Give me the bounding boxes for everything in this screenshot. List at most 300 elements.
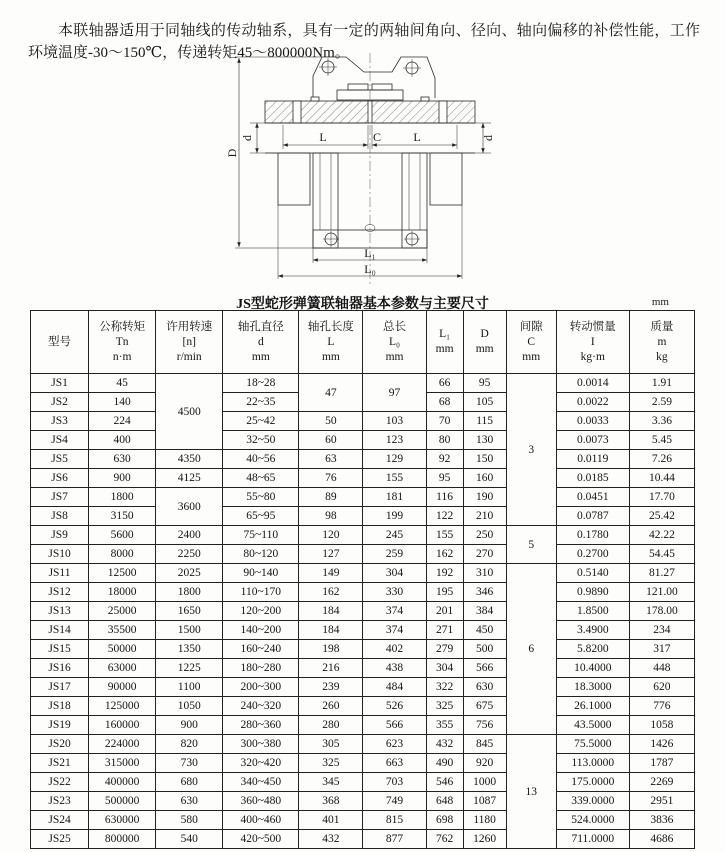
dim-label-L-left: L <box>319 130 327 144</box>
cell-bore-dia: 160~240 <box>223 640 299 659</box>
cell-bore-len: 432 <box>299 830 363 849</box>
cell-mass: 1426 <box>629 735 694 754</box>
cell-bore-dia: 140~200 <box>223 621 299 640</box>
cell-inertia: 113.0000 <box>556 754 629 773</box>
cell-speed: 2400 <box>156 526 223 545</box>
cell-model: JS8 <box>31 507 89 526</box>
cell-bore-dia: 18~28 <box>223 374 299 393</box>
cell-bore-dia: 90~140 <box>223 564 299 583</box>
cell-torque: 224000 <box>89 735 156 754</box>
intro-paragraph: 本联轴器适用于同轴线的传动轴系，具有一定的两轴间角向、径向、轴向偏移的补偿性能，工作环境温度-30～150℃，传递转矩45～800000Nm。 <box>28 23 700 61</box>
cell-bore-dia: 48~65 <box>223 469 299 488</box>
cell-mass: 25.42 <box>629 507 694 526</box>
cell-speed: 2025 <box>156 564 223 583</box>
cell-mass: 10.44 <box>629 469 694 488</box>
table-row <box>31 640 695 659</box>
cell-speed: 820 <box>156 735 223 754</box>
cell-model: JS14 <box>31 621 89 640</box>
cell-gap-c: 6 <box>506 564 556 735</box>
cell-bore-len: 162 <box>299 583 363 602</box>
cell-d-outer: 190 <box>463 488 506 507</box>
cell-model: JS2 <box>31 393 89 412</box>
cell-d-outer: 105 <box>463 393 506 412</box>
table-row <box>31 564 695 583</box>
table-row <box>31 735 695 754</box>
cell-bore-len: 280 <box>299 716 363 735</box>
cell-d-outer: 450 <box>463 621 506 640</box>
cell-l1: 192 <box>426 564 463 583</box>
cell-mass: 234 <box>629 621 694 640</box>
cell-total-len: 749 <box>363 792 426 811</box>
cell-total-len: 623 <box>363 735 426 754</box>
cell-torque: 90000 <box>89 678 156 697</box>
cell-model: JS17 <box>31 678 89 697</box>
cell-total-len: 181 <box>363 488 426 507</box>
cell-speed: 580 <box>156 811 223 830</box>
cell-total-len: 374 <box>363 621 426 640</box>
cell-speed: 1225 <box>156 659 223 678</box>
cell-gap-c: 13 <box>506 735 556 849</box>
cell-torque: 500000 <box>89 792 156 811</box>
cell-model: JS1 <box>31 374 89 393</box>
cell-inertia: 175.0000 <box>556 773 629 792</box>
col-header-l1: L₁ mm <box>426 311 463 374</box>
cell-model: JS4 <box>31 431 89 450</box>
cell-bore-len: 98 <box>299 507 363 526</box>
cell-total-len: 484 <box>363 678 426 697</box>
table-row <box>31 697 695 716</box>
cell-mass: 620 <box>629 678 694 697</box>
cell-d-outer: 130 <box>463 431 506 450</box>
table-title-row <box>30 293 695 310</box>
cell-speed: 4500 <box>156 374 223 450</box>
cell-bore-len: 89 <box>299 488 363 507</box>
cell-mass: 776 <box>629 697 694 716</box>
cell-torque: 12500 <box>89 564 156 583</box>
cell-model: JS13 <box>31 602 89 621</box>
cell-inertia: 0.0073 <box>556 431 629 450</box>
table-row <box>31 792 695 811</box>
cell-bore-dia: 55~80 <box>223 488 299 507</box>
cell-l1: 546 <box>426 773 463 792</box>
cell-d-outer: 1260 <box>463 830 506 849</box>
cell-gap-c: 5 <box>506 526 556 564</box>
cell-total-len: 330 <box>363 583 426 602</box>
cell-mass: 178.00 <box>629 602 694 621</box>
yoke-bracket <box>313 57 435 98</box>
table-body <box>31 374 695 849</box>
cell-bore-dia: 340~450 <box>223 773 299 792</box>
cell-bore-dia: 75~110 <box>223 526 299 545</box>
cell-l1: 95 <box>426 469 463 488</box>
cell-torque: 900 <box>89 469 156 488</box>
cell-l1: 68 <box>426 393 463 412</box>
cell-d-outer: 500 <box>463 640 506 659</box>
cell-l1: 490 <box>426 754 463 773</box>
cell-total-len: 703 <box>363 773 426 792</box>
cell-d-outer: 346 <box>463 583 506 602</box>
cell-total-len: 245 <box>363 526 426 545</box>
cell-d-outer: 250 <box>463 526 506 545</box>
cell-inertia: 0.0033 <box>556 412 629 431</box>
cell-d-outer: 384 <box>463 602 506 621</box>
cell-torque: 3150 <box>89 507 156 526</box>
table-row <box>31 830 695 849</box>
cell-inertia: 0.2700 <box>556 545 629 564</box>
cell-model: JS3 <box>31 412 89 431</box>
table-row <box>31 545 695 564</box>
cell-bore-dia: 420~500 <box>223 830 299 849</box>
cell-bore-dia: 320~420 <box>223 754 299 773</box>
cell-total-len: 304 <box>363 564 426 583</box>
cell-bore-dia: 25~42 <box>223 412 299 431</box>
cell-model: JS11 <box>31 564 89 583</box>
cell-inertia: 1.8500 <box>556 602 629 621</box>
cell-speed: 730 <box>156 754 223 773</box>
cell-bore-dia: 360~480 <box>223 792 299 811</box>
col-header-model: 型号 <box>31 311 89 374</box>
cell-inertia: 10.4000 <box>556 659 629 678</box>
cell-d-outer: 150 <box>463 450 506 469</box>
cell-speed: 1350 <box>156 640 223 659</box>
cell-bore-len: 60 <box>299 431 363 450</box>
cell-model: JS22 <box>31 773 89 792</box>
cell-total-len: 123 <box>363 431 426 450</box>
table-unit-label: mm <box>651 296 669 308</box>
cell-torque: 630 <box>89 450 156 469</box>
cell-bore-len: 120 <box>299 526 363 545</box>
cell-l1: 304 <box>426 659 463 678</box>
dim-label-D: D <box>225 148 239 158</box>
cell-speed: 1650 <box>156 602 223 621</box>
cell-total-len: 877 <box>363 830 426 849</box>
cell-total-len: 526 <box>363 697 426 716</box>
cell-torque: 18000 <box>89 583 156 602</box>
cell-model: JS6 <box>31 469 89 488</box>
cell-bore-len: 184 <box>299 602 363 621</box>
cell-l1: 66 <box>426 374 463 393</box>
cell-l1: 195 <box>426 583 463 602</box>
cell-inertia: 0.0014 <box>556 374 629 393</box>
table-row <box>31 450 695 469</box>
cell-bore-dia: 200~300 <box>223 678 299 697</box>
cell-inertia: 5.8200 <box>556 640 629 659</box>
cell-d-outer: 1000 <box>463 773 506 792</box>
cell-model: JS7 <box>31 488 89 507</box>
cell-mass: 448 <box>629 659 694 678</box>
cell-speed: 1800 <box>156 583 223 602</box>
cell-l1: 322 <box>426 678 463 697</box>
cell-inertia: 524.0000 <box>556 811 629 830</box>
table-row <box>31 507 695 526</box>
cell-l1: 648 <box>426 792 463 811</box>
cell-torque: 800000 <box>89 830 156 849</box>
cell-total-len: 438 <box>363 659 426 678</box>
cell-total-len: 97 <box>363 374 426 412</box>
cell-inertia: 0.0787 <box>556 507 629 526</box>
cell-l1: 155 <box>426 526 463 545</box>
cell-inertia: 3.4900 <box>556 621 629 640</box>
cell-bore-len: 325 <box>299 754 363 773</box>
cell-bore-dia: 65~95 <box>223 507 299 526</box>
cell-inertia: 0.1780 <box>556 526 629 545</box>
table-row <box>31 488 695 507</box>
cell-torque: 50000 <box>89 640 156 659</box>
cell-torque: 35500 <box>89 621 156 640</box>
cell-torque: 125000 <box>89 697 156 716</box>
cell-l1: 271 <box>426 621 463 640</box>
table-row <box>31 412 695 431</box>
cell-bore-dia: 400~460 <box>223 811 299 830</box>
cell-torque: 63000 <box>89 659 156 678</box>
cell-torque: 400 <box>89 431 156 450</box>
table-row <box>31 678 695 697</box>
cell-d-outer: 566 <box>463 659 506 678</box>
cell-l1: 162 <box>426 545 463 564</box>
cell-l1: 80 <box>426 431 463 450</box>
cell-model: JS10 <box>31 545 89 564</box>
cell-torque: 5600 <box>89 526 156 545</box>
cell-d-outer: 270 <box>463 545 506 564</box>
cell-torque: 25000 <box>89 602 156 621</box>
cell-total-len: 199 <box>363 507 426 526</box>
dim-label-d-right: d <box>481 135 495 141</box>
cell-l1: 355 <box>426 716 463 735</box>
cell-bore-dia: 300~380 <box>223 735 299 754</box>
cell-bore-len: 50 <box>299 412 363 431</box>
cell-model: JS25 <box>31 830 89 849</box>
cell-inertia: 0.0119 <box>556 450 629 469</box>
cell-mass: 3.36 <box>629 412 694 431</box>
cell-torque: 1800 <box>89 488 156 507</box>
cell-total-len: 402 <box>363 640 426 659</box>
cell-torque: 630000 <box>89 811 156 830</box>
cell-mass: 3836 <box>629 811 694 830</box>
cell-bore-len: 127 <box>299 545 363 564</box>
col-header-torque: 公称转矩 Tn n·m <box>89 311 156 374</box>
cell-bore-len: 239 <box>299 678 363 697</box>
cell-d-outer: 675 <box>463 697 506 716</box>
cell-inertia: 0.0022 <box>556 393 629 412</box>
cell-bore-dia: 120~200 <box>223 602 299 621</box>
table-row <box>31 716 695 735</box>
col-header-total-len: 总长 L₀ mm <box>363 311 426 374</box>
cell-bore-len: 345 <box>299 773 363 792</box>
dim-label-L0: L₀ <box>364 262 376 276</box>
cell-model: JS16 <box>31 659 89 678</box>
cell-bore-dia: 32~50 <box>223 431 299 450</box>
cell-mass: 5.45 <box>629 431 694 450</box>
parameters-table <box>30 310 695 849</box>
cell-inertia: 0.0451 <box>556 488 629 507</box>
cell-mass: 1.91 <box>629 374 694 393</box>
cell-model: JS5 <box>31 450 89 469</box>
cell-d-outer: 1087 <box>463 792 506 811</box>
cell-total-len: 566 <box>363 716 426 735</box>
cell-bore-len: 305 <box>299 735 363 754</box>
table-row <box>31 431 695 450</box>
cell-l1: 279 <box>426 640 463 659</box>
cell-bore-len: 63 <box>299 450 363 469</box>
table-row <box>31 659 695 678</box>
cell-d-outer: 210 <box>463 507 506 526</box>
cell-bore-len: 47 <box>299 374 363 412</box>
cell-mass: 1058 <box>629 716 694 735</box>
cell-inertia: 711.0000 <box>556 830 629 849</box>
cell-gap-c: 3 <box>506 374 556 526</box>
cell-inertia: 26.1000 <box>556 697 629 716</box>
table-row <box>31 602 695 621</box>
cell-d-outer: 160 <box>463 469 506 488</box>
cell-inertia: 0.9890 <box>556 583 629 602</box>
col-header-speed: 许用转速 [n] r/min <box>156 311 223 374</box>
cell-model: JS20 <box>31 735 89 754</box>
cell-model: JS9 <box>31 526 89 545</box>
cell-total-len: 103 <box>363 412 426 431</box>
table-row <box>31 374 695 393</box>
cell-model: JS24 <box>31 811 89 830</box>
cell-mass: 2.59 <box>629 393 694 412</box>
cell-bore-dia: 110~170 <box>223 583 299 602</box>
cell-total-len: 374 <box>363 602 426 621</box>
cell-speed: 2250 <box>156 545 223 564</box>
cell-model: JS12 <box>31 583 89 602</box>
cell-mass: 1787 <box>629 754 694 773</box>
cell-model: JS21 <box>31 754 89 773</box>
cell-bore-dia: 40~56 <box>223 450 299 469</box>
cell-d-outer: 310 <box>463 564 506 583</box>
cell-total-len: 815 <box>363 811 426 830</box>
table-row <box>31 811 695 830</box>
cell-speed: 1500 <box>156 621 223 640</box>
cell-speed: 1050 <box>156 697 223 716</box>
cell-l1: 122 <box>426 507 463 526</box>
cell-mass: 4686 <box>629 830 694 849</box>
cell-l1: 92 <box>426 450 463 469</box>
cell-inertia: 0.0185 <box>556 469 629 488</box>
cell-d-outer: 95 <box>463 374 506 393</box>
left-sleeve <box>278 153 310 205</box>
cell-mass: 54.45 <box>629 545 694 564</box>
cell-model: JS15 <box>31 640 89 659</box>
cell-speed: 3600 <box>156 488 223 526</box>
cell-torque: 160000 <box>89 716 156 735</box>
cell-bore-dia: 180~280 <box>223 659 299 678</box>
cell-total-len: 259 <box>363 545 426 564</box>
cell-l1: 116 <box>426 488 463 507</box>
cell-speed: 630 <box>156 792 223 811</box>
cell-total-len: 129 <box>363 450 426 469</box>
col-header-gap-c: 间隙 C mm <box>506 311 556 374</box>
cell-mass: 121.00 <box>629 583 694 602</box>
cell-bore-len: 184 <box>299 621 363 640</box>
col-header-inertia: 转动惯量 I kg·m <box>556 311 629 374</box>
cell-model: JS18 <box>31 697 89 716</box>
table-row <box>31 583 695 602</box>
dim-label-L-right: L <box>413 130 421 144</box>
cell-torque: 8000 <box>89 545 156 564</box>
table-row <box>31 526 695 545</box>
cell-mass: 7.26 <box>629 450 694 469</box>
cell-inertia: 0.5140 <box>556 564 629 583</box>
cell-d-outer: 115 <box>463 412 506 431</box>
cell-inertia: 43.5000 <box>556 716 629 735</box>
cell-torque: 224 <box>89 412 156 431</box>
cell-mass: 17.70 <box>629 488 694 507</box>
col-header-d-outer: D mm <box>463 311 506 374</box>
coupling-drawing <box>180 53 580 291</box>
table-row <box>31 773 695 792</box>
cell-model: JS23 <box>31 792 89 811</box>
cell-speed: 4350 <box>156 450 223 469</box>
cell-mass: 2269 <box>629 773 694 792</box>
cell-total-len: 155 <box>363 469 426 488</box>
cell-d-outer: 920 <box>463 754 506 773</box>
cell-mass: 2951 <box>629 792 694 811</box>
cell-d-outer: 1180 <box>463 811 506 830</box>
cell-torque: 45 <box>89 374 156 393</box>
cell-l1: 70 <box>426 412 463 431</box>
table-row <box>31 754 695 773</box>
cell-bore-len: 401 <box>299 811 363 830</box>
table-row <box>31 469 695 488</box>
cell-inertia: 75.5000 <box>556 735 629 754</box>
table-row <box>31 621 695 640</box>
cell-speed: 540 <box>156 830 223 849</box>
cell-d-outer: 845 <box>463 735 506 754</box>
col-header-mass: 质量 m kg <box>629 311 694 374</box>
cell-torque: 140 <box>89 393 156 412</box>
header-row <box>31 311 695 374</box>
dim-label-L1: L₁ <box>364 246 376 260</box>
right-sleeve <box>430 153 462 205</box>
cell-inertia: 18.3000 <box>556 678 629 697</box>
table-title: JS型蛇形弹簧联轴器基本参数与主要尺寸 <box>236 297 489 312</box>
cell-d-outer: 630 <box>463 678 506 697</box>
cell-l1: 762 <box>426 830 463 849</box>
dim-label-C: C <box>372 130 382 144</box>
cell-speed: 1100 <box>156 678 223 697</box>
cell-torque: 400000 <box>89 773 156 792</box>
coupling-diagram <box>180 53 580 291</box>
cell-bore-dia: 280~360 <box>223 716 299 735</box>
cell-mass: 42.22 <box>629 526 694 545</box>
col-header-bore-dia: 轴孔直径 d mm <box>223 311 299 374</box>
cell-speed: 4125 <box>156 469 223 488</box>
cell-model: JS19 <box>31 716 89 735</box>
cell-mass: 317 <box>629 640 694 659</box>
cell-bore-dia: 80~120 <box>223 545 299 564</box>
cell-inertia: 339.0000 <box>556 792 629 811</box>
cell-total-len: 663 <box>363 754 426 773</box>
cell-speed: 900 <box>156 716 223 735</box>
cell-l1: 432 <box>426 735 463 754</box>
cell-speed: 680 <box>156 773 223 792</box>
cell-bore-dia: 22~35 <box>223 393 299 412</box>
cell-mass: 81.27 <box>629 564 694 583</box>
cell-d-outer: 756 <box>463 716 506 735</box>
cell-l1: 201 <box>426 602 463 621</box>
cell-bore-len: 76 <box>299 469 363 488</box>
cell-l1: 325 <box>426 697 463 716</box>
cell-torque: 315000 <box>89 754 156 773</box>
cell-bore-len: 198 <box>299 640 363 659</box>
cell-bore-len: 260 <box>299 697 363 716</box>
cell-bore-len: 368 <box>299 792 363 811</box>
cell-bore-len: 149 <box>299 564 363 583</box>
col-header-bore-len: 轴孔长度 L mm <box>299 311 363 374</box>
cell-l1: 698 <box>426 811 463 830</box>
